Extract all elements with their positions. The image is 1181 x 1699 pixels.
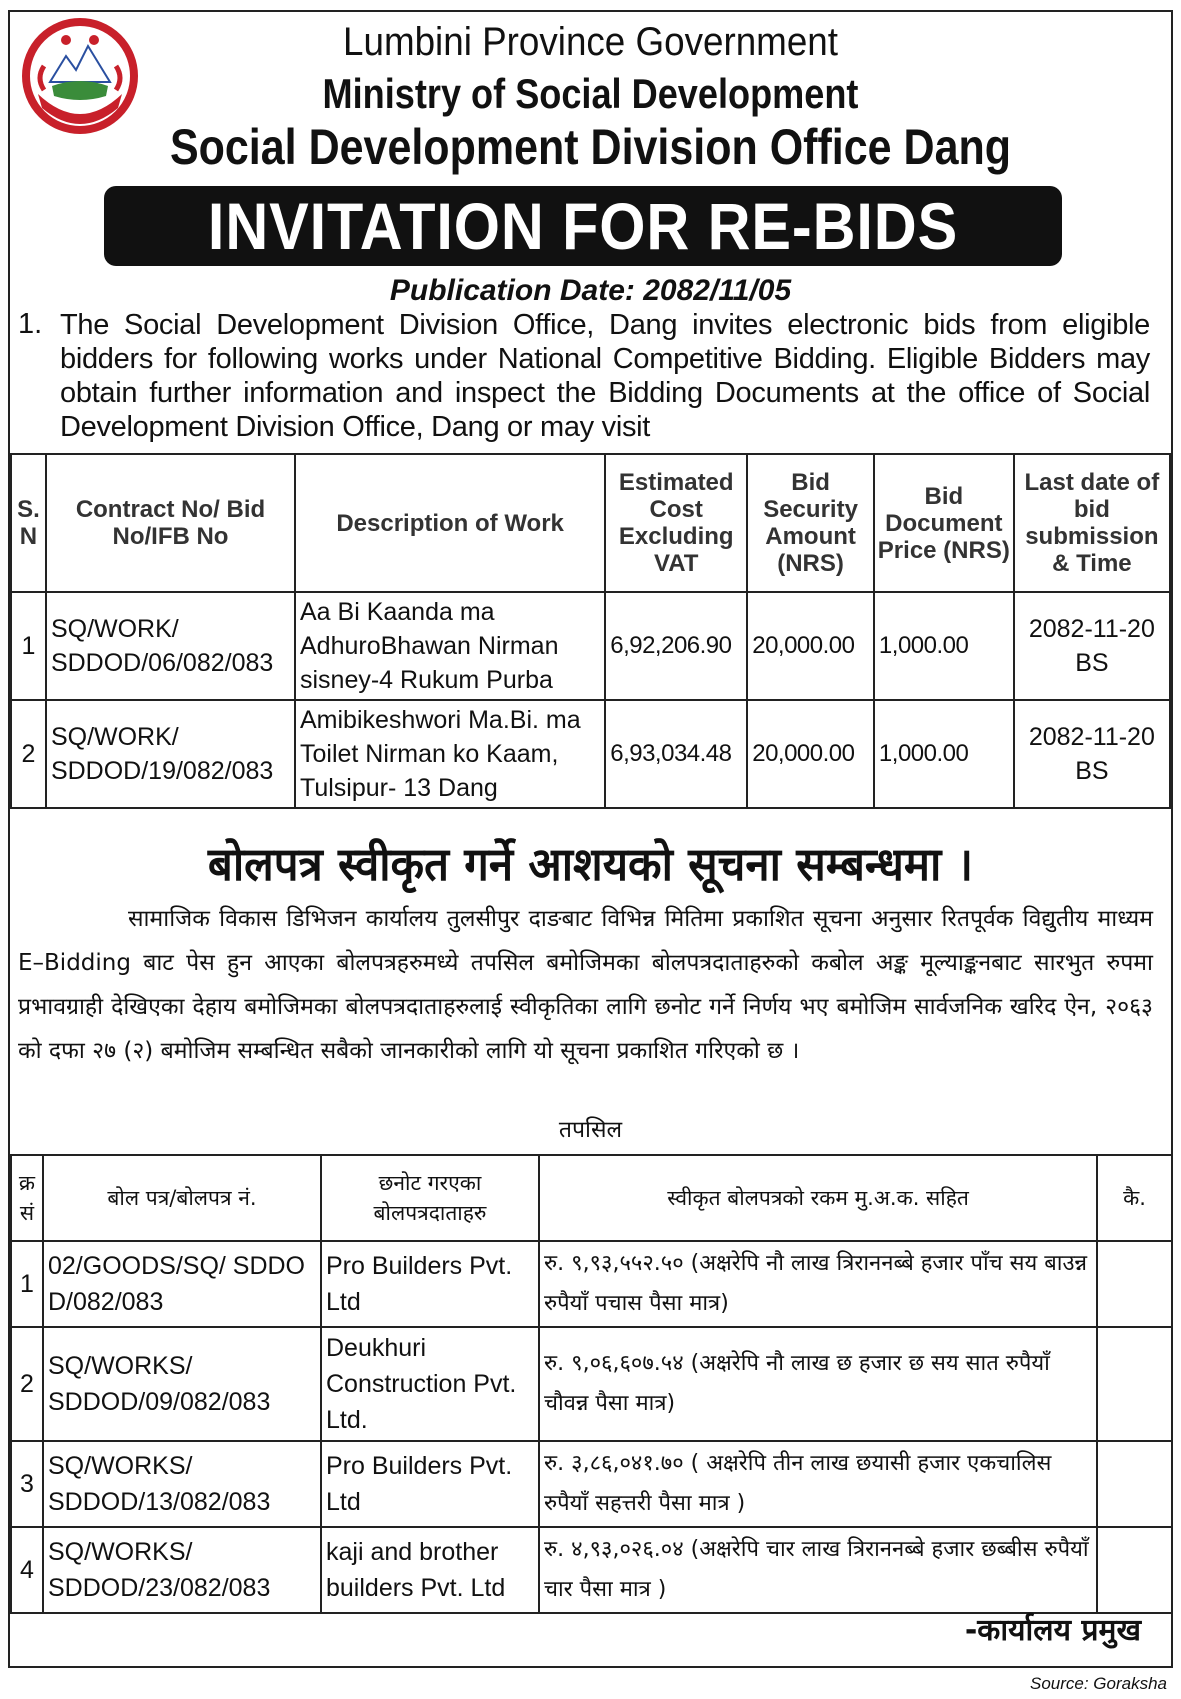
intro-paragraph: The Social Development Division Office, Dang invites electronic bids from eligible bidders for following works under National Competitive Bidding. Eligible Bidders may obtain further information and inspect the Bidding Documents at the office of Social Development Division Office, Dang or may visit bbox=[60, 309, 1150, 443]
col-header: स्वीकृत बोलपत्रको रकम मु.अ.क. सहित bbox=[539, 1155, 1097, 1241]
cell-security: 20,000.00 bbox=[747, 592, 874, 700]
cell-sn: 4 bbox=[11, 1527, 43, 1613]
notice-subheading: तपसिल bbox=[558, 1117, 623, 1143]
cell-sn: 1 bbox=[11, 592, 46, 700]
cell-bid-no: SQ/WORKS/ SDDOD/23/082/083 bbox=[43, 1527, 321, 1613]
cell-description: Aa Bi Kaanda ma AdhuroBhawan Nirman sisney-4 Rukum Purba bbox=[295, 592, 605, 700]
cell-sn: 1 bbox=[11, 1241, 43, 1327]
ministry-name: Ministry of Social Development bbox=[322, 70, 859, 117]
col-header: Estimated Cost Excluding VAT bbox=[605, 454, 747, 592]
cell-amount: रु. ३,८६,०४१.७० ( अक्षरेपि तीन लाख छयासी हजार एकचालिस रुपैयाँ सहत्तरी पैसा मात्र ) bbox=[539, 1441, 1097, 1527]
bids-table bbox=[10, 453, 1171, 809]
cell-contract: SQ/WORK/ SDDOD/19/082/083 bbox=[46, 700, 295, 808]
office-name: Social Development Division Office Dang bbox=[169, 119, 1012, 175]
cell-bid-no: SQ/WORKS/ SDDOD/09/082/083 bbox=[43, 1327, 321, 1441]
table-row bbox=[11, 700, 1170, 808]
notice-heading: बोलपत्र स्वीकृत गर्ने आशयको सूचना सम्बन्धमा । bbox=[207, 837, 974, 891]
cell-cost: 6,92,206.90 bbox=[605, 592, 747, 700]
cell-bidder: kaji and brother builders Pvt. Ltd bbox=[321, 1527, 539, 1613]
cell-sn: 3 bbox=[11, 1441, 43, 1527]
cell-remarks bbox=[1097, 1241, 1172, 1327]
title-banner bbox=[104, 186, 1062, 266]
table-row bbox=[11, 592, 1170, 700]
cell-security: 20,000.00 bbox=[747, 700, 874, 808]
banner-title: INVITATION FOR RE-BIDS bbox=[207, 189, 959, 263]
table-row bbox=[11, 1241, 1172, 1327]
source-credit: Source: Goraksha bbox=[1029, 1674, 1167, 1693]
col-header: Bid Document Price (NRS) bbox=[874, 454, 1014, 592]
col-header: कै. bbox=[1097, 1155, 1172, 1241]
cell-contract: SQ/WORK/ SDDOD/06/082/083 bbox=[46, 592, 295, 700]
col-header: Bid Security Amount (NRS) bbox=[747, 454, 874, 592]
province-name: Lumbini Province Government bbox=[343, 20, 838, 64]
col-header: Contract No/ Bid No/IFB No bbox=[46, 454, 295, 592]
publication-date: Publication Date: 2082/11/05 bbox=[389, 274, 792, 307]
cell-last-date: 2082-11-20 BS bbox=[1014, 700, 1170, 808]
col-header: Description of Work bbox=[295, 454, 605, 592]
cell-doc-price: 1,000.00 bbox=[874, 592, 1014, 700]
award-table bbox=[10, 1154, 1173, 1614]
cell-bidder: Pro Builders Pvt. Ltd bbox=[321, 1241, 539, 1327]
col-header: बोल पत्र/बोलपत्र नं. bbox=[43, 1155, 321, 1241]
cell-amount: रु. ९,०६,६०७.५४ (अक्षरेपि नौ लाख छ हजार छ सय सात रुपैयाँ चौवन्न पैसा मात्र) bbox=[539, 1327, 1097, 1441]
cell-cost: 6,93,034.48 bbox=[605, 700, 747, 808]
cell-sn: 2 bbox=[11, 700, 46, 808]
table-row bbox=[11, 1527, 1172, 1613]
cell-amount: रु. ९,९३,५५२.५० (अक्षरेपि नौ लाख त्रिराननब्बे हजार पाँच सय बाउन्न रुपैयाँ पचास पैसा मात्र) bbox=[539, 1241, 1097, 1327]
cell-bid-no: SQ/WORKS/ SDDOD/13/082/083 bbox=[43, 1441, 321, 1527]
cell-bidder: Pro Builders Pvt. Ltd bbox=[321, 1441, 539, 1527]
col-header: छनोट गरएका बोलपत्रदाताहरु bbox=[321, 1155, 539, 1241]
cell-amount: रु. ४,९३,०२६.०४ (अक्षरेपि चार लाख त्रिराननब्बे हजार छब्बीस रुपैयाँ चार पैसा मात्र ) bbox=[539, 1527, 1097, 1613]
col-header: क्र सं bbox=[11, 1155, 43, 1241]
cell-doc-price: 1,000.00 bbox=[874, 700, 1014, 808]
table-header-row bbox=[11, 1155, 1172, 1241]
intro-number: 1. bbox=[18, 308, 43, 340]
col-header: Last date of bid submission & Time bbox=[1014, 454, 1170, 592]
col-header: S. N bbox=[11, 454, 46, 592]
cell-remarks bbox=[1097, 1527, 1172, 1613]
table-header-row bbox=[11, 454, 1170, 592]
cell-description: Amibikeshwori Ma.Bi. ma Toilet Nirman ko Kaam, Tulsipur- 13 Dang bbox=[295, 700, 605, 808]
cell-sn: 2 bbox=[11, 1327, 43, 1441]
table-row bbox=[11, 1441, 1172, 1527]
cell-remarks bbox=[1097, 1327, 1172, 1441]
cell-last-date: 2082-11-20 BS bbox=[1014, 592, 1170, 700]
office-chief-signature: -कार्यालय प्रमुख bbox=[964, 1613, 1141, 1648]
cell-bid-no: 02/GOODS/SQ/ SDDO D/082/083 bbox=[43, 1241, 321, 1327]
cell-remarks bbox=[1097, 1441, 1172, 1527]
table-row bbox=[11, 1327, 1172, 1441]
notice-paragraph: सामाजिक विकास डिभिजन कार्यालय तुलसीपुर दाङबाट विभिन्न मितिमा प्रकाशित सूचना अनुसार रितपूर्वक विद्युतीय माध्यम E–Bidding बाट पेस हुन आएका बोलपत्रहरुमध्ये तपसिल बमोजिमका बोलपत्रदाताहरुको कबोल अङ्क मूल्याङ्कनबाट सारभुत रुपमा प्रभावग्राही देखिएका देहाय बमोजिमका बोलपत्रदाताहरुलाई स्वीकृतिका लागि छनोट गर्ने निर्णय भए बमोजिम सार्वजनिक खरिद ऐन, २०६३ को दफा २७ (२) बमोजिम सम्बन्धित सबैको जानकारीको लागि यो सूचना प्रकाशित गरिएको छ । bbox=[18, 906, 1153, 1064]
cell-bidder: Deukhuri Construction Pvt. Ltd. bbox=[321, 1327, 539, 1441]
